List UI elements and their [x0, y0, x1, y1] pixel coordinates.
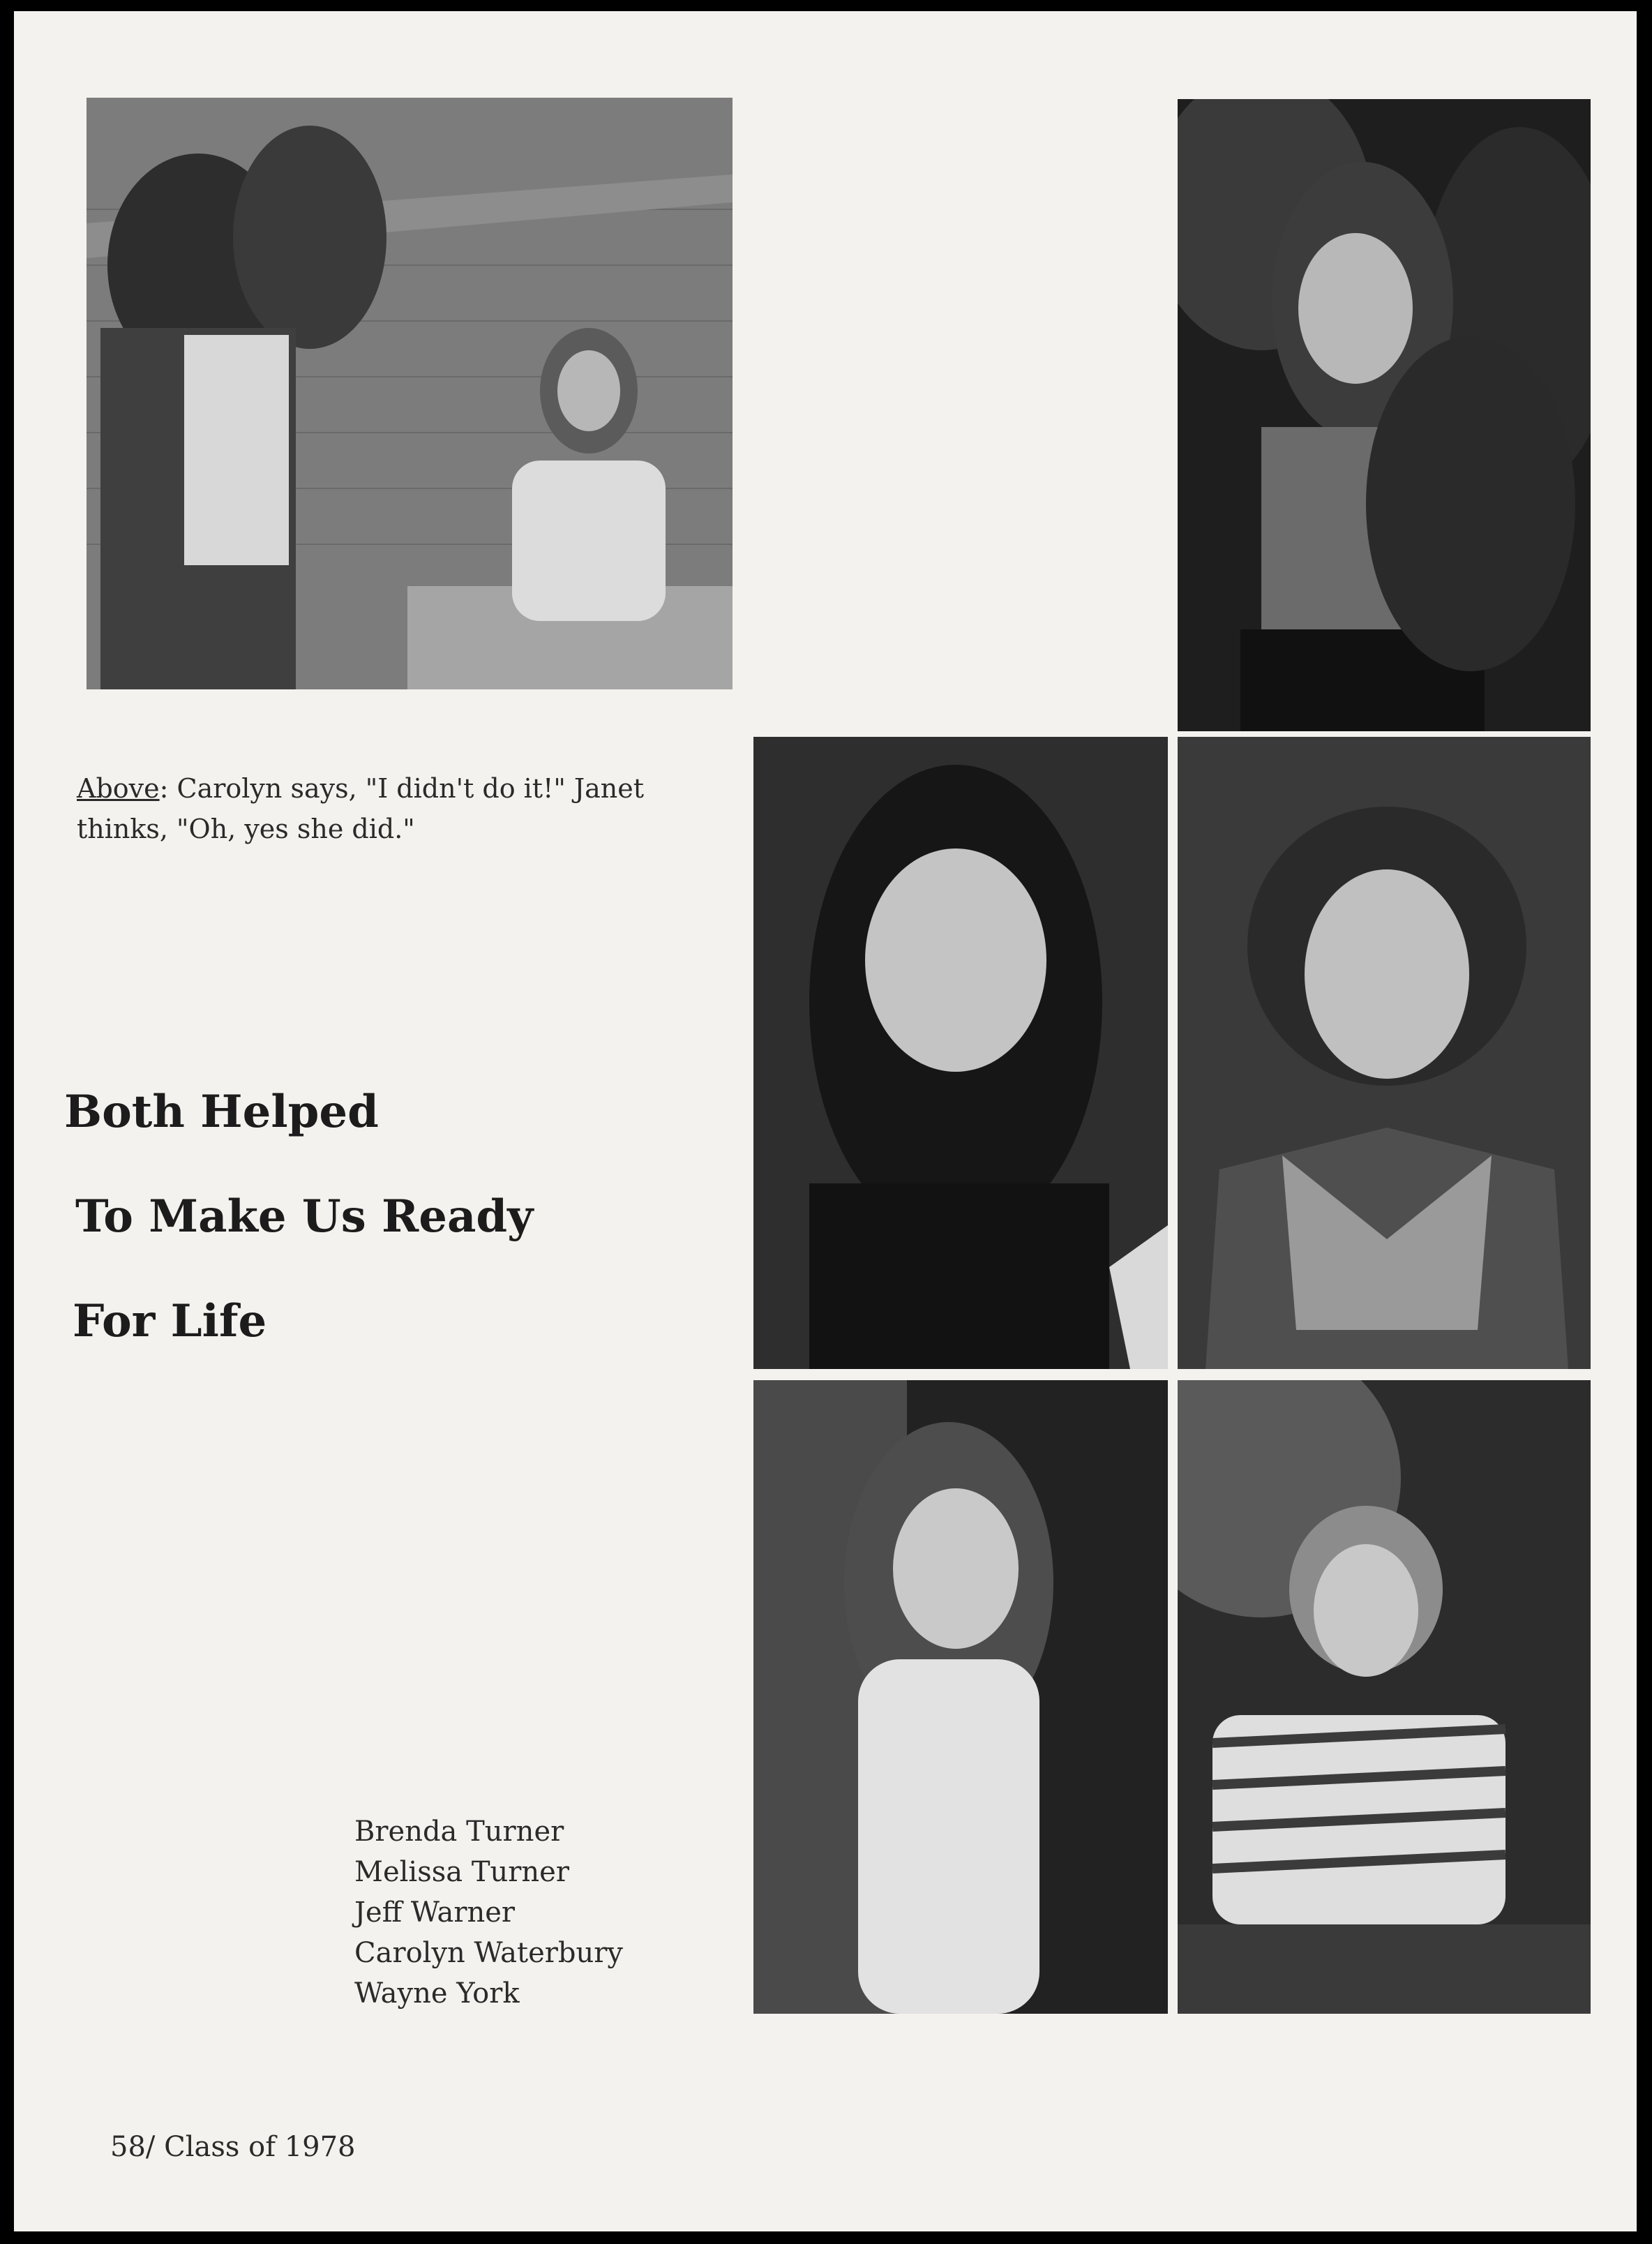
portrait-photo-bottom-right: [1178, 1380, 1591, 2014]
caption-text: : Carolyn says, "I didn't do it!" Janet thinks, "Oh, yes she did.": [77, 773, 645, 844]
caption-lead: Above: [77, 773, 160, 804]
student-name: Jeff Warner: [354, 1897, 515, 1929]
student-name: Melissa Turner: [354, 1856, 569, 1888]
student-name: Wayne York: [354, 1977, 520, 2010]
headline-line-3: For Life: [73, 1295, 267, 1347]
portrait-photo-middle-right: [1178, 737, 1591, 1369]
student-name: Brenda Turner: [354, 1816, 564, 1848]
headline-line-1: Both Helped: [64, 1086, 379, 1138]
portrait-photo-middle-left: [753, 737, 1168, 1369]
page-folio: 58/ Class of 1978: [110, 2131, 356, 2163]
student-name: Carolyn Waterbury: [354, 1937, 623, 1969]
headline-line-2: To Make Us Ready: [75, 1190, 534, 1243]
portrait-photo-bottom-left: [753, 1380, 1168, 2014]
group-candid-photo: [87, 98, 733, 689]
student-names-list: [354, 1811, 623, 2014]
photo-caption: [77, 768, 733, 849]
yearbook-page: [14, 11, 1637, 2231]
portrait-photo-top-right: [1178, 99, 1591, 731]
